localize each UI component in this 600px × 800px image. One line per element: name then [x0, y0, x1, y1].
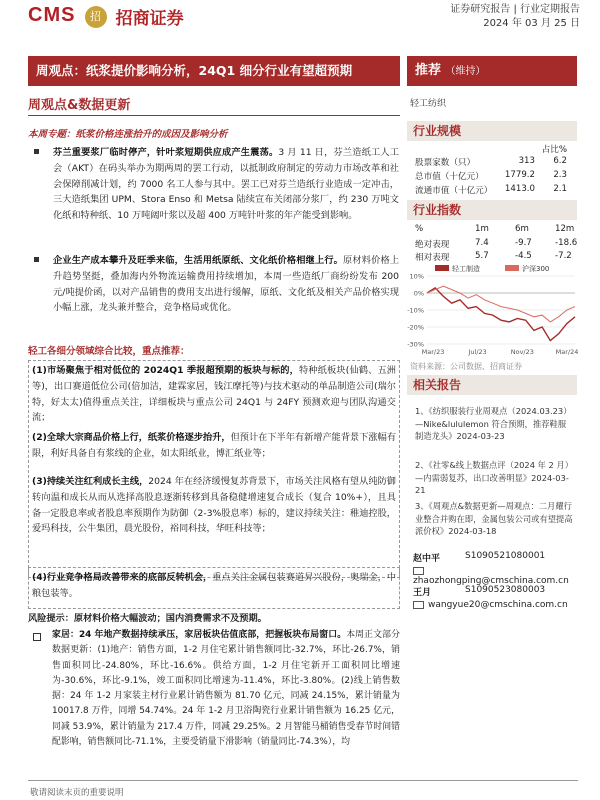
index-header-row-cell: 1m [475, 224, 489, 234]
y-tick-label: -30% [407, 340, 424, 349]
analyst-2-name: 王月 [413, 588, 432, 598]
b4-text: 重点关注金属包装赛道昇兴股份，奥瑞金，中粮包装等。 [32, 572, 397, 599]
scale-row-label: 总市值（十亿元） [415, 172, 484, 182]
b3-text: 2024 年在经济缓慢复苏背景下，市场关注风格有望从纯防御转向温和成长从而从选择高股息逐渐转移到具备稳健增速复合成长（复合 10%+），且具备一定股息率或者股息率预期作为防御（2-3%股息率）标的，建议持续关注：稚迪控股，爱玛科技，公牛集团，晨光股份，裕同科技，华旺科技等； [32, 476, 396, 535]
footer-note: 敬请阅读末页的重要说明 [30, 788, 124, 798]
recommend-item-1 [32, 363, 396, 426]
x-tick-label: Mar/24 [555, 348, 579, 356]
analyst-1-name: 赵中平 [413, 554, 441, 564]
chart-source: 资料来源：公司数据、招商证券 [410, 362, 522, 371]
index-chart [405, 262, 580, 357]
logo-text-en: CMS [28, 4, 76, 26]
p1-bold: 芬兰重要浆厂临时停产，针叶浆短期供应成产生震荡。 [53, 147, 279, 158]
x-tick-label: Nov/23 [510, 348, 534, 356]
b2-text: 但预计在下半年有新增产能背景下涨幅有限，利好具备自有浆线的企业，如太阳纸业，博汇纸业等； [32, 432, 397, 459]
recommend-item-2 [32, 430, 396, 462]
bullet-icon [34, 257, 39, 262]
series-line-2 [427, 286, 575, 322]
scale-row-pct: 2.3 [553, 170, 567, 180]
index-row [415, 238, 578, 250]
analyst-1-email-row [413, 566, 578, 586]
b4-bold: (4)行业竞争格局改善带来的底部反转机会， [32, 572, 213, 583]
index-row-cell: 5.7 [475, 251, 489, 261]
scale-row-value: 313 [518, 156, 535, 166]
industry-label: 轻工纺织 [410, 99, 447, 109]
rating-bar [407, 56, 577, 86]
section-divider [28, 115, 400, 116]
p2-bold: 企业生产成本攀升及旺季来临，生活用纸原纸、文化纸价格相继上行。 [53, 255, 344, 266]
scale-row [415, 156, 575, 168]
bullet-icon [34, 149, 39, 154]
scale-row [415, 170, 575, 182]
x-tick-label: Jul/23 [468, 348, 487, 356]
paragraph-1 [53, 145, 399, 224]
recommend-item-4 [32, 570, 396, 602]
scale-row-value: 1413.0 [504, 184, 535, 194]
index-header-row-cell: 12m [555, 224, 575, 234]
company-logo [28, 4, 213, 30]
analyst-1-email[interactable]: zhaozhongping@cmschina.com.cn [413, 576, 569, 586]
x-tick-label: Mar/23 [421, 348, 445, 356]
scale-row-pct: 6.2 [553, 156, 567, 166]
related-report-1[interactable]: 1、《纺织服装行业周观点（2024.03.23）—Nike&lululemon 符合预期，推荐鞋服制造龙头》2024-03-23 [415, 406, 572, 441]
y-tick-label: -20% [407, 323, 424, 332]
index-row-cell: -18.6 [555, 238, 578, 248]
analyst-2 [413, 585, 546, 598]
p1-text: 3 月 11 日，芬兰造纸工人工会（AKT）在码头举办为期两周的罢工行动，以抵制政府制定的劳动力市场改革和社会保障削减计划，约 7000 名工人参与其中。罢工已对芬兰造纸行业造成一定冲击，三大造纸集团 UPM、Stora Enso 和 Metsa 陆续宣布关闭部分浆厂，约 230 万吨文化纸和特种纸、10 万吨阔叶浆以及超 400 万吨针叶浆的年产能受到影响。 [53, 147, 399, 222]
index-header-row [415, 224, 575, 236]
index-row-cell: 相对表现 [415, 253, 450, 263]
scale-row-label: 股票家数（只） [415, 158, 476, 168]
b2-bold: (2)全球大宗商品价格上行，纸浆价格逐步抬升， [32, 432, 231, 443]
scale-header [415, 143, 575, 155]
analyst-2-email-row [413, 600, 578, 610]
rating-sub: （维持） [445, 66, 486, 77]
index-row-cell: -7.2 [555, 251, 572, 261]
rating-label: 推荐 [415, 63, 442, 78]
theme-heading: 本周专题：纸浆价格连涨拾升的成因及影响分析 [28, 129, 228, 140]
p2-text: 原材料价格上升趋势坚挺，叠加海内外物流运输费用持续增加，本周一些造纸厂商纷纷发布 200 元/吨提价函，以对产品销售的费用支出进行缓解，原纸、文化纸及相关产品价格实现小幅上涨，龙头兼并整合，竞争格局或优化。 [53, 255, 400, 314]
analyst-2-email[interactable]: wangyue20@cmschina.com.cn [428, 600, 568, 610]
analyst-1 [413, 551, 546, 564]
logo-text-cn: 招商证券 [115, 9, 184, 29]
home-bold: 家居：24 年地产数据持续承压，家居板块估值底部，把握板块布局窗口。 [52, 630, 347, 640]
index-header-row-cell: % [415, 224, 424, 234]
scale-row-label: 流通市值（十亿元） [415, 186, 493, 196]
analyst-1-id: S1090521080001 [465, 551, 546, 561]
legend-swatch [505, 265, 519, 271]
index-section-title: 行业指数 [407, 200, 577, 220]
related-report-2[interactable]: 2、《社零&线上数据点评（2024 年 2 月）—内需弱复苏，出口改善明显》2024-03-21 [415, 460, 569, 495]
y-tick-label: 0% [413, 289, 424, 298]
scale-header-pct: 占比% [541, 145, 567, 155]
index-row-cell: 绝对表现 [415, 240, 450, 250]
recommend-heading: 轻工各细分领域综合比较，重点推荐： [28, 346, 190, 357]
square-bullet-icon [33, 633, 41, 641]
recommend-item-3 [32, 474, 396, 537]
risk-note: 风险提示：原材料价格大幅波动；国内消费需求不及预期。 [28, 613, 267, 624]
scale-row-value: 1779.2 [504, 170, 535, 180]
scale-row [415, 184, 575, 196]
report-type: 证券研究报告 | 行业定期报告 [450, 4, 580, 15]
analyst-2-id: S1090523080003 [465, 585, 546, 595]
home-paragraph [52, 628, 400, 750]
scale-row-pct: 2.1 [553, 184, 567, 194]
index-header-row-cell: 6m [515, 224, 529, 234]
y-tick-label: 10% [409, 272, 424, 281]
series-line-1 [427, 288, 575, 341]
logo-mark-icon: 招 [85, 6, 107, 28]
report-title: 周观点：纸浆提价影响分析，24Q1 细分行业有望超预期 [28, 56, 400, 86]
index-row-cell: -4.5 [515, 251, 532, 261]
related-section-title: 相关报告 [407, 375, 577, 395]
home-text: 本周正文部分数据更新：(1)地产：销售方面，1-2 月住宅累计销售额同比-32.7%，环比-26.7%，销售面积同比-24.80%，环比-16.6%。供给方面，1-2 月住宅新开工面积同比增速为-30.6%，环比-9.1%，竣工面积同比增速为-11.4%，环比-3.80%。(2)线上销售数据：24 年 1-2 月家装主材行业累计销售额为 81.70 亿元，同减 24.15%，累计销量为 10017.8 万件，同增 54.74%。24 年 1-2 月卫浴陶瓷行业累计销售额为 16.25 亿元，同减 53.9%，累计销量为 217.4 万件，同减 29.25%。2 月智能马桶销售受春节时间错配影响，销售额同比-71.1%，主要受销量下滑影响（销量同比-74.3%），均 [52, 630, 401, 748]
y-tick-label: -10% [407, 306, 424, 315]
footer-divider [28, 780, 578, 781]
scale-section-title: 行业规模 [407, 121, 577, 141]
b1-text: 特种纸板块(仙鹤、五洲等)，出口赛道低位公司(倍加洁，建霖家居，钱江摩托等)与技术驱动的单品制造公司(瑞尔特，好太太)值得重点关注，详细板块与重点公司 24Q1 与 24FY 预测欢迎与团队沟通交流； [32, 365, 396, 424]
report-date: 2024 年 03 月 25 日 [483, 18, 580, 29]
related-report-3[interactable]: 3、《周观点&数据更新—周观点：二月耀行业整合并购在即，金属包装公司或有望提高派价权》2024-03-18 [415, 501, 573, 536]
index-row-cell: -9.7 [515, 238, 532, 248]
legend-label: 轻工制造 [452, 265, 480, 273]
paragraph-2 [53, 253, 399, 316]
legend-label: 沪深300 [522, 265, 550, 273]
email-icon [413, 601, 424, 609]
email-icon [413, 567, 424, 575]
index-row-cell: 7.4 [475, 238, 489, 248]
legend-swatch [435, 265, 449, 271]
b1-bold: (1)市场聚焦于相对低位的 2024Q1 季报超预期的板块与标的， [32, 365, 299, 376]
b3-bold: (3)持续关注红利成长主线， [32, 476, 149, 487]
section-title: 周观点&数据更新 [28, 98, 131, 113]
